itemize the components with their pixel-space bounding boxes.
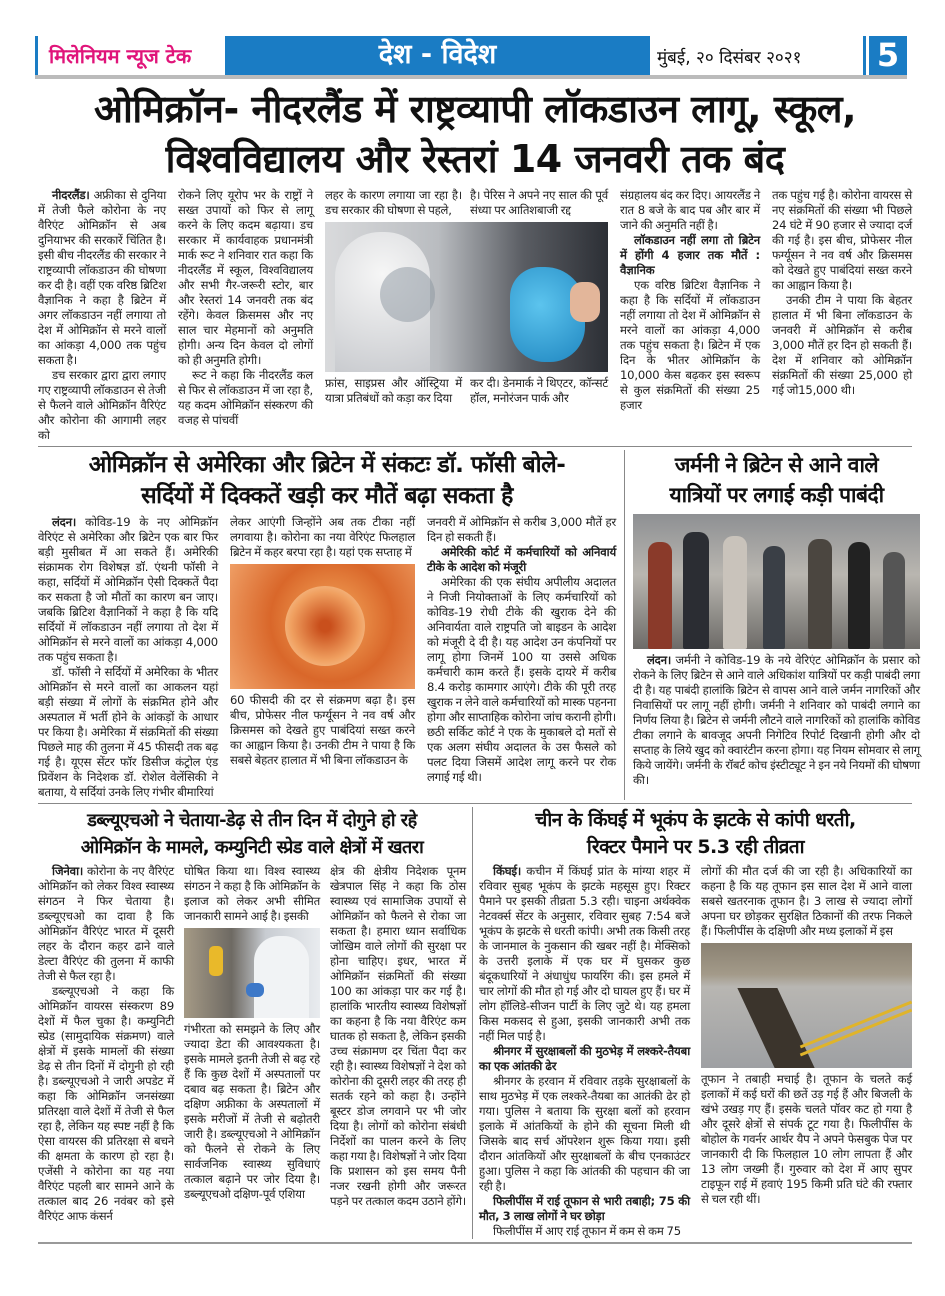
us-uk-headline — [38, 450, 616, 512]
germany-body — [633, 653, 920, 788]
dateline: किंघई। — [493, 864, 522, 878]
china-headline — [479, 807, 912, 861]
china-col-right-bottom — [701, 1072, 912, 1207]
top-col-3-bottom — [325, 376, 462, 406]
paragraph: फ्रांस, साइप्रस और ऑस्ट्रिया में यात्रा प्रतिबंधों को कड़ा कर दिया — [325, 376, 462, 405]
paragraph: अफ्रीका से दुनिया में तेजी फैले कोरोना के नए वैरिएंट ओमिक्रॉन से अब दुनियाभर की सरकारें चिंतित है। इसी बीच नीदरलैंड की सरकार ने राष्ट्रव्यापी लॉकडाउन की घोषणा कर दी है। वहीं एक वरिष्ठ ब्रिटिश वैज्ञानिक ने कहा है ब्रिटेन में अगर लॉकडाउन नहीं लगाया तो देश में ओमिक्रॉन से मरने वालों का आंकड़ा 4,000 तक पहुंच सकता है। — [38, 188, 166, 367]
top-col-4-bottom — [470, 376, 608, 406]
top-col-1 — [38, 188, 166, 443]
germany-headline-line-1: जर्मनी ने ब्रिटेन से आने वाले — [674, 453, 879, 477]
us-uk-col-2-bottom — [230, 693, 415, 768]
yellow-road-line — [800, 1009, 912, 1057]
middle-section — [38, 450, 920, 800]
paragraph: गंभीरता को समझने के लिए और ज्यादा डेटा की आवश्यकता है। इसके मामले इतनी तेजी से बढ़ रहे हैं कि कुछ देशों में अस्पतालों पर दबाव बढ़ सकता है। ब्रिटेन और दक्षिण अफ्रीका के अस्पतालों में इसके मरीजों में तेजी से बढ़ोतरी जारी है। डब्ल्यूएचओ ने ओमिक्रॉन को फैलने से रोकने के लिए सार्वजनिक स्वास्थ्य सुविधाएं तत्काल बढ़ाने पर जोर दिया है। डब्ल्यूएचओ दक्षिण-पूर्व एशिया — [184, 1022, 320, 1201]
paragraph: घोषित किया था। विश्व स्वास्थ्य संगठन ने कहा है कि ओमिक्रॉन के इलाज को लेकर अभी सीमित जानकारी सामने आई है। इसकी — [184, 864, 320, 923]
us-uk-col-3 — [427, 515, 616, 785]
paragraph: रूट ने कहा कि नीदरलैंड कल से फिर से लॉकडाउन में जा रहा है, यह कदम ओमिक्रॉन संस्करण की वजह से पांचवीं — [178, 368, 313, 427]
paragraph: उनकी टीम ने पाया कि बेहतर हालात में भी बिना लॉकडाउन के जनवरी में ओमिक्रॉन से करीब 3,000 मौतें हर दिन हो सकती हैं। देश में शनिवार को ओमिक्रॉन संक्रमितों की संख्या 25,000 हो गई जो15,000 थी। — [772, 293, 912, 397]
top-story — [38, 188, 912, 443]
china-headline-line-2: रिक्टर पैमाने पर 5.3 रही तीव्रता — [586, 836, 805, 858]
divider — [863, 36, 866, 75]
paragraph: 60 फीसदी की दर से संक्रमण बढ़ा है। इस बीच, प्रोफेसर नील फर्ग्यूसन ने नव वर्ष और क्रिसमस को देखते हुए पाबंदियां सख्त करने का आह्वान किया है। उनकी टीम ने पाया है कि सबसे बेहतर हालात में भी बिना लॉकडाउन के — [230, 693, 415, 767]
germany-story — [633, 450, 920, 788]
china-story — [479, 807, 912, 1239]
face-shield — [380, 267, 435, 322]
column-divider — [472, 807, 473, 1239]
page-number: 5 — [869, 36, 907, 75]
paragraph: संग्रहालय बंद कर दिए। आयरलैंड ने रात 8 बजे के बाद पब और बार में जाने की अनुमति नहीं है। — [620, 188, 760, 232]
us-uk-headline-line-1: ओमिक्रॉन से अमेरिका और ब्रिटेन में संकटः डॉ. फॉसी बोले- — [88, 452, 566, 478]
top-col-2 — [178, 188, 313, 428]
paragraph: डच सरकार द्वारा द्वारा लगाए गए राष्ट्रव्यापी लॉकडाउन से तेजी से फैलने वाले ओमिक्रॉन वैरिएंट और कोरोना की आगामी लहर को — [38, 368, 166, 442]
blue-glove — [246, 983, 264, 997]
road-crack — [737, 988, 814, 1068]
traveller — [648, 542, 672, 649]
us-uk-col-2-top — [230, 515, 415, 560]
dateline: नीदरलैंड। — [52, 188, 90, 202]
dateline: लंदन। — [52, 515, 77, 529]
subheading: लॉकडाउन नहीं लगा तो ब्रिटेन में होंगी 4 हजार तक मौतें : वैज्ञानिक — [620, 233, 760, 277]
paragraph: है। पेरिस ने अपने नए साल की पूर्व संध्या पर आतिशबाजी रद्द — [470, 188, 608, 217]
hand — [570, 282, 600, 322]
paragraph: लहर के कारण लगाया जा रहा है। डच सरकार की घोषणा से पहले, — [325, 188, 462, 217]
paragraph: जर्मनी ने कोविड-19 के नये वेरिएंट ओमिक्रॉन के प्रसार को रोकने के लिए ब्रिटेन से आने वाले अधिकांश यात्रियों पर कड़ी पाबंदी लगा दी है। यह पाबंदी हालांकि ब्रिटेन से वापस आने वाले जर्मन नागरिकों और निवासियों पर लागू नहीं होगी। जर्मनी ने शनिवार को पाबंदी लगाने का निर्णय लिया है। ब्रिटेन से जर्मनी लौटने वाले नागरिकों को हालांकि कोविड टीका लगाने के बावजूद अपनी निगेटिव रिपोर्ट दिखानी होगी और दो सप्ताह के लिये खुद को क्वारंटीन करना होगा। यह नियम सोमवार से लागू किये जायेंगे। जर्मनी के रॉबर्ट कोच इंस्टीट्यूट ने इन नये नियमों की घोषणा की। — [633, 653, 920, 787]
health-worker-ppe-photo — [184, 928, 320, 1018]
who-headline-line-2: ओमिक्रॉन के मामले, कम्युनिटी स्प्रेड वाले क्षेत्रों में खतरा — [80, 837, 424, 858]
top-col-5 — [620, 188, 760, 413]
paper-name: मिलेनियम न्यूज टेक — [49, 44, 192, 68]
china-col-right-top — [701, 864, 912, 939]
paragraph: लोगों की मौत दर्ज की जा रही है। अधिकारियों का कहना है कि यह तूफान इस साल देश में आने वाला सबसे खतरनाक तूफान है। 3 लाख से ज्यादा लोगों अपना घर छोड़कर सुरक्षित ठिकानों की तरफ निकले हैं। फिलीपींस के दक्षिणी और मध्य इलाकों में इस — [701, 864, 912, 938]
who-story — [38, 807, 466, 1224]
traveller — [763, 546, 785, 649]
paragraph: अमेरिका की एक संघीय अपीलीय अदालत ने निजी नियोक्ताओं के लिए कर्मचारियों को कोविड-19 रोधी टीके की खुराक देने की अनिवार्यता वाले राष्ट्रपति जो बाइडन के आदेश को मंजूरी दे दी है। यह आदेश उन कंपनियों पर लागू होगा जिनमें 100 या उससे अधिक कर्मचारी काम करते हैं। इसके दायरे में करीब 8.4 करोड़ कामगार आएंगे। टीके की पूरी तरह खुराक न लेने वाले कर्मचारियों को मास्क पहनना होगा और साप्ताहिक कोरोना जांच करानी होगी। छठी सर्किट कोर्ट ने एक के मुकाबले दो मतों से एक अलग संघीय अदालत के उस फैसले को पलट दिया जिसमें आदेश लागू करने पर रोक लगाई गई थी। — [427, 575, 616, 784]
bottom-section — [38, 807, 912, 1239]
us-uk-col-1 — [38, 515, 218, 800]
masthead — [35, 36, 907, 79]
main-headline-line-1: ओमिक्रॉन- नीदरलैंड में राष्ट्रव्यापी लॉकडाउन लागू, स्कूल, — [93, 87, 857, 131]
section-title: देश - विदेश — [378, 39, 497, 70]
traveller — [808, 539, 832, 649]
paragraph: फिलीपींस में आए राई तूफान में कम से कम 75 — [493, 1224, 681, 1238]
paragraph: तूफान ने तबाही मचाई है। तूफान के चलते कई इलाकों में कई घरों की छतें उड़ गई हैं और बिजली के खंभे उखड़ गए हैं। इसके चलते पॉवर कट हो गया है और दूसरे क्षेत्रों से संपर्क टूट गया है। फिलीपींस के बोहोल के गवर्नर आर्थर यैप ने अपने फेसबुक पेज पर जानकारी दी कि फिलहाल 10 लोग लापता हैं और 13 लोग जख्मी हैं। गुरुवार को देश में आए सुपर टाइफून राई में हवाएं 195 किमी प्रति घंटे की रफ्तार से चल रही थीं। — [701, 1072, 912, 1206]
page-content — [38, 84, 920, 1247]
germany-headline-line-2: यात्रियों पर लगाई कड़ी पाबंदी — [669, 483, 884, 507]
sanitizer-spray-photo — [325, 222, 608, 372]
germany-headline — [633, 450, 920, 510]
paragraph: डॉ. फॉसी ने सर्दियों में अमेरिका के भीतर ओमिक्रॉन से मरने वालों का आकलन यहां बड़ी संख्या में लोगों के संक्रमित होने और अस्पताल में भर्ती होने के आंकड़ों के आधार पर किया है। अमेरिका में संक्रमितों की संख्या पिछले माह की तुलना में 45 फीसदी तक बढ़ गई है। यूएस सेंटर फॉर डिसीज कंट्रोल एंड प्रिवेंशन के निदेशक डॉ. रोशेल वेलेंसिकी ने बताया, ये सर्दियां उनके लिए गंभीर बीमारियां — [38, 665, 218, 799]
yellow-road-line — [800, 1001, 912, 1049]
subheading: अमेरिकी कोर्ट में कर्मचारियों को अनिवार्य टीके के आदेश को मंजूरी — [427, 545, 616, 574]
paragraph: क्षेत्र की क्षेत्रीय निदेशक पूनम खेत्रपाल सिंह ने कहा कि ठोस स्वास्थ्य एवं सामाजिक उपायों से ओमिक्रॉन को फैलने से रोका जा सकता है। हमारा ध्यान सर्वाधिक जोखिम वाले लोगों की सुरक्षा पर होना चाहिए। इधर, भारत में ओमिक्रॉन संक्रमितों की संख्या 100 का आंकड़ा पार कर गई है। हालांकि भारतीय स्वास्थ्य विशेषज्ञों का कहना है कि नया वैरिएंट कम घातक हो सकता है, लेकिन इसकी उच्च संक्रामण दर चिंता पैदा कर रही है। स्वास्थ्य विशेषज्ञों ने देश को कोरोना की दूसरी लहर की तरह ही सतर्क रहने को कहा है। उन्होंने बूस्टर डोज लगवाने पर भी जोर दिया है। लोगों को कोरोना संबंधी निर्देशों का पालन करने के लिए कहा गया है। विशेषज्ञों ने जोर दिया कि प्रशासन को इस समय पैनी नजर रखनी होगी और जरूरत पड़ने पर तत्काल कदम उठाने होंगे। — [330, 864, 466, 1208]
china-headline-line-1: चीन के किंघई में भूकंप के झटके से कांपी धरती, — [535, 809, 856, 831]
main-headline-line-2: विश्वविद्यालय और रेस्तरां 14 जनवरी तक बंद — [165, 137, 785, 181]
dateline: जिनेवा। — [52, 864, 84, 878]
paragraph: रोकने लिए यूरोप भर के राष्ट्रों ने सख्त उपायों को फिर से लागू करने के लिए कदम बढ़ाया। डच सरकार में कार्यवाहक प्रधानमंत्री मार्क रूट ने शनिवार रात कहा कि नीदरलैंड में स्कूल, विश्वविद्यालय और सभी गैर-जरूरी स्टोर, बार और रेस्तरां 14 जनवरी तक बंद रहेंगे। केवल क्रिसमस और नए साल चार मेहमानों को अनुमति होगी। अन्य दिन केवल दो लोगों को ही अनुमति होगी। — [178, 188, 313, 367]
issue-date: मुंबई, २० दिसंबर २०२१ — [657, 48, 802, 68]
traveller — [883, 552, 905, 649]
us-uk-story — [38, 450, 616, 800]
top-col-3-top — [325, 188, 462, 218]
page-bottom-rule — [38, 1242, 912, 1244]
who-headline-line-1: डब्ल्यूएचओ ने चेताया-डेढ़ से तीन दिन में दोगुने हो रहे — [87, 810, 417, 831]
who-headline — [38, 807, 466, 861]
paragraph: कचीन में किंघई प्रांत के मांग्या शहर में रविवार सुबह भूकंप के झटके महसूस हुए। रिक्टर पैमाने पर इसकी तीव्रता 5.3 रही। चाइना अर्थक्वेक नेटवर्क्स सेंटर के अनुसार, रविवार सुबह 7:54 बजे भूकंप के झटके से धरती कांपी। अभी तक किसी तरह के जानमाल के नुकसान की खबर नहीं है। मेक्सिको के उत्तरी इलाके में एक घर में घुसकर कुछ बंदूकधारियों ने अंधाधुंध फायरिंग की। इस हमले में चार लोगों की मौत हो गई और दो घायल हुए हैं। घर में लोग हॉलिडे-सीजन पार्टी के लिए जुटे थे। यह हमला किस मकसद से हुआ, इसकी जानकारी अभी तक नहीं मिल पाई है। — [479, 864, 690, 1043]
top-photo-block — [325, 188, 608, 406]
who-col-2-top — [184, 864, 320, 924]
coronavirus-illustration — [230, 564, 415, 689]
section-divider — [38, 446, 912, 447]
cracked-road-photo — [701, 943, 912, 1068]
section-divider — [38, 803, 912, 804]
who-col-2-bottom — [184, 1022, 320, 1202]
us-uk-headline-line-2: सर्दियों में दिक्कतें खड़ी कर मौतें बढ़ा सकता है — [141, 483, 513, 509]
top-col-6 — [772, 188, 912, 398]
paragraph: कोरोना के नए वैरिएंट ओमिक्रॉन को लेकर विश्व स्वास्थ्य संगठन ने फिर चेताया है। डब्ल्यूएचओ का दावा है कि ओमिक्रॉन वैरिएंट भारत में दूसरी लहर के दौरान कहर ढाने वाले डेल्टा वैरिएंट की तुलना में काफी तेजी से फैल रहा है। — [38, 864, 174, 983]
china-col-left — [479, 864, 690, 1239]
health-worker — [254, 936, 309, 1018]
yellow-tube — [209, 946, 223, 976]
masthead-left-bar — [35, 36, 38, 76]
traveller — [848, 542, 870, 649]
section-banner — [225, 36, 650, 75]
traveller — [683, 532, 709, 649]
who-col-3 — [330, 864, 466, 1209]
travellers-airport-photo — [633, 514, 920, 649]
paragraph: कोविड-19 के नए ओमिक्रॉन वेरिएंट से अमेरिका और ब्रिटेन एक बार फिर बड़ी मुसीबत में आ सकते हैं। अमेरिकी संक्रामक रोग विशेषज्ञ डॉ. एंथनी फॉसी ने कहा, सर्दियों में ओमिक्रॉन ऐसी दिक्कतें पैदा कर सकता है जो मौतों का कारण बन जाए। जबकि ब्रिटिश वैज्ञानिकों ने कहा है कि यदि सर्दियों में लॉकडाउन नहीं लगाया तो देश में ओमिक्रॉन से मरने वालों का आंकड़ा 4,000 तक पहुंच सकता है। — [38, 515, 218, 664]
paragraph: श्रीनगर के हरवान में रविवार तड़के सुरक्षाबलों के साथ मुठभेड़ में एक लश्करे-तैयबा का आतंकी ढेर हो गया। पुलिस ने बताया कि सुरक्षा बलों को हरवान इलाके में आंतकियों के होने की सूचना मिली थी जिसके बाद सर्च ऑपरेशन शुरू किया गया। इसी दौरान आंतकियों और सुरक्षाबलों के बीच एनकाउंटर हुआ। पुलिस ने कहा कि आंतकी की पहचान की जा रही है। — [479, 1074, 690, 1193]
masthead-underline — [35, 75, 907, 79]
paragraph: तक पहुंच गई है। कोरोना वायरस से नए संक्रमितों की संख्या भी पिछले 24 घंटे में 90 हजार से ज्यादा दर्ज की गई है। इस बीच, प्रोफेसर नील फर्ग्यूसन ने नव वर्ष और क्रिसमस को देखते हुए पाबंदियां सख्त करने का आह्वान किया है। — [772, 188, 912, 292]
paragraph: डब्ल्यूएचओ ने कहा कि ओमिक्रॉन वायरस संस्करण 89 देशों में फैल चुका है। कम्युनिटी स्प्रेड (सामुदायिक संक्रमण) वाले क्षेत्रों में इसके मामलों की संख्या डेढ़ से तीन दिनों में दोगुनी हो रही है। डब्ल्यूएचओ ने जारी अपडेट में कहा कि ओमिक्रॉन जनसंख्या प्रतिरक्षा वाले देशों में तेजी से फैल रहा है, लेकिन यह स्पष्ट नहीं है कि ऐसा वायरस की प्रतिरक्षा से बचने की क्षमता के कारण हो रहा है। एजेंसी ने कोरोना का यह नया वैरिएंट पहली बार सामने आने के तत्काल बाद 26 नवंबर को इसे वैरिएंट आफ कंसर्न — [38, 984, 174, 1223]
paragraph: कर दी। डेनमार्क ने थिएटर, कॉन्सर्ट हॉल, मनोरंजन पार्क और — [470, 376, 608, 405]
who-col-1 — [38, 864, 174, 1224]
top-col-4-top — [470, 188, 608, 218]
dateline: लंदन। — [647, 653, 672, 667]
subheading: श्रीनगर में सुरक्षाबलों की मुठभेड़ में लश्करे-तैयबा का एक आंतकी ढेर — [479, 1044, 690, 1073]
main-headline — [38, 84, 912, 184]
subheading: फिलीपींस में राई तूफान से भारी तबाही; 75 की मौत, 3 लाख लोगों ने घर छोड़ा — [479, 1194, 690, 1223]
traveller — [723, 536, 747, 649]
virus-particle — [285, 586, 365, 666]
paragraph: लेकर आएंगी जिन्होंने अब तक टीका नहीं लगवाया है। कोरोना का नया वेरिएंट फिलहाल ब्रिटेन में कहर बरपा रहा है। यहां एक सप्ताह में — [230, 515, 415, 559]
column-divider — [624, 450, 625, 800]
paragraph: एक वरिष्ठ ब्रिटिश वैज्ञानिक ने कहा है कि सर्दियों में लॉकडाउन नहीं लगाया तो देश में ओमिक्रॉन से मरने वालों का आंकड़ा 4,000 तक पहुंच सकता है। ब्रिटेन में एक दिन के भीतर ओमिक्रॉन के 10,000 केस बढ़कर इस स्वरूप से कुल संक्रमितों की संख्या 25 हजार — [620, 278, 760, 412]
paragraph: जनवरी में ओमिक्रॉन से करीब 3,000 मौतें हर दिन हो सकती हैं। — [427, 515, 616, 544]
